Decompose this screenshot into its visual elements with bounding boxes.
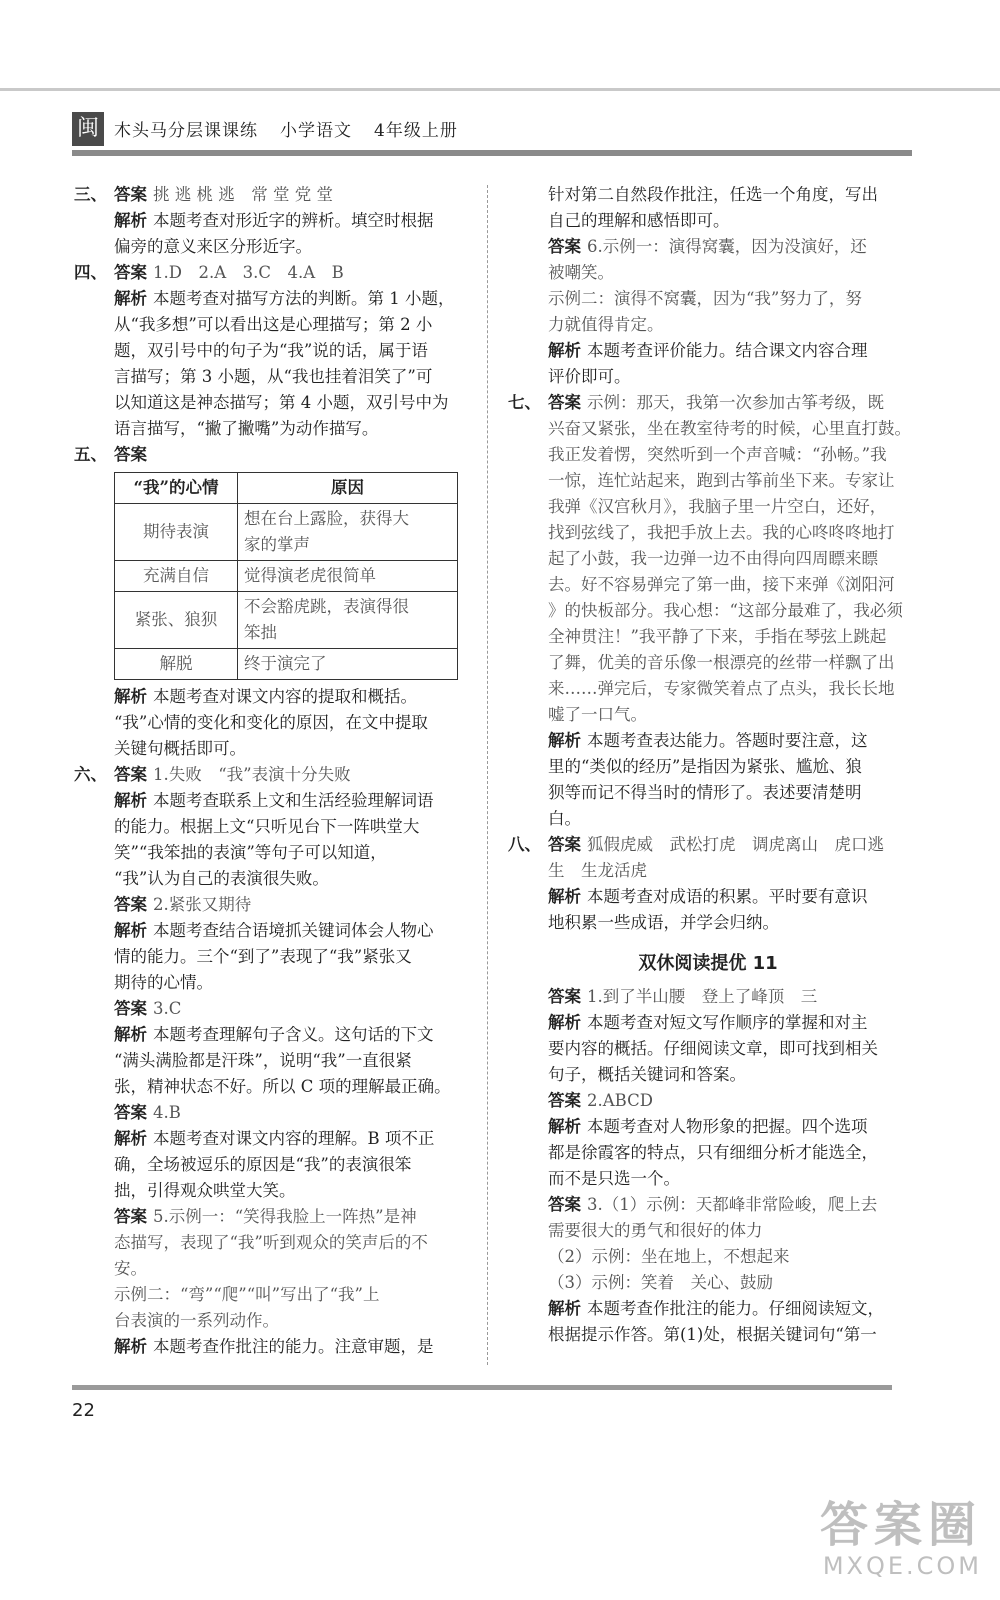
reason-cell [238,592,458,649]
s11-analysis-line: 根据提示作答。第(1)处，根据关键词句“第一 [548,1325,877,1344]
s11-answer [508,1088,908,1114]
q6-analysis-line [74,1022,474,1048]
q6-analysis-line: 笑”“我笨拙的表演”等句子可以知道， [114,843,387,862]
text-line: 家的掌声 [244,535,310,554]
analysis-label: 解析 [548,1299,581,1318]
table-header: 原因 [238,473,458,504]
running-header [72,112,912,156]
s11-analysis-line: 要内容的概括。仔细阅读文章，即可找到相关 [548,1039,878,1058]
analysis-label: 解析 [114,1337,147,1356]
analysis-label: 解析 [548,887,581,906]
q7-answer-line: 兴奋又紧张，坐在教室待考的时候，心里直打鼓。 [548,419,911,438]
answer-text: 狐假虎威 武松打虎 调虎离山 虎口逃 [587,835,884,854]
text-line: 本题考查联系上文和生活经验理解词语 [153,791,434,810]
s11-analysis-line: 都是徐霞客的特点，只有细细分析才能选全， [548,1143,878,1162]
analysis-label: 解析 [114,211,147,230]
q7-answer-line: 我正发着愣，突然听到一个声音喊：“孙畅。”我 [548,445,887,464]
analysis-label: 解析 [114,687,147,706]
q6-6-analysis-line [508,338,908,364]
answer-text: 2.紧张又期待 [153,895,252,914]
answer-text: 6.示例一：演得窝囊，因为没演好，还 [587,237,867,256]
q7-analysis-line: 狈等而记不得当时的情形了。表述要清楚明 [548,783,862,802]
q5-analysis-line: 关键句概括即可。 [114,739,246,758]
q5-analysis-line [74,684,474,710]
analysis-label: 解析 [548,1117,581,1136]
q4-answer [74,260,474,286]
q7-analysis-line: 里的“类似的经历”是指因为紧张、尴尬、狼 [548,757,862,776]
reason-cell [238,561,458,592]
column-divider [487,185,488,1365]
q6-analysis-cont-line: 针对第二自然段作批注，任选一个角度，写出 [548,185,878,204]
mood-cell: 解脱 [115,649,238,680]
s11-answer-line: （3）示例：笑着 关心、鼓励 [548,1273,773,1292]
s11-analysis-line [508,1296,908,1322]
q7-analysis-line: 白。 [548,809,581,828]
q6-analysis-line: 情的能力。三个“到了”表现了“我”紧张又 [114,947,412,966]
answer-label: 答案 [114,263,147,282]
footer-rule [72,1385,892,1390]
q6-6-answer [508,234,908,260]
q6-6-answer-line: 被嘲笑。 [548,263,614,282]
q8-analysis-line [508,884,908,910]
q6-analysis-line: “我”认为自己的表演很失败。 [114,869,329,888]
text-line: 本题考查评价能力。结合课文内容合理 [587,341,868,360]
text-line: 本题考查表达能力。答题时要注意，这 [587,731,868,750]
q7-answer-line: 我弹《汉宫秋月》，我脑子里一片空白，还好， [548,497,887,516]
q7-answer-line: 找到弦线了，我把手放上去。我的心咚咚咚地打 [548,523,895,542]
q8-answer [508,832,908,858]
table-header-row [115,473,458,504]
top-rule [0,88,1000,91]
watermark-url: MXQE.COM [822,1552,982,1580]
answer-text: 5.示例一：“笑得我脸上一阵热”是神 [153,1207,417,1226]
answer-text: 3.C [153,999,182,1018]
q6-answer-line: 态描写，表现了“我”听到观众的笑声后的不 [114,1233,428,1252]
answer-label: 答案 [114,1103,147,1122]
q6-6-analysis-line: 评价即可。 [548,367,631,386]
q6-answer [74,1100,474,1126]
text-line: 本题考查对课文内容的理解。B 项不正 [153,1129,435,1148]
question-number: 六、 [74,765,107,784]
s11-answer [508,1192,908,1218]
section-title: 双休阅读提优 11 [638,953,778,974]
answer-label: 答案 [548,1195,581,1214]
answer-label: 答案 [114,999,147,1018]
q8-answer-line: 生 生龙活虎 [548,861,647,880]
analysis-label: 解析 [548,341,581,360]
q4-analysis-line [74,286,474,312]
q7-answer-line: 》的快板部分。我心想：“这部分最难了，我必须 [548,601,903,620]
q6-answer-line: 示例二：“弯”“爬”“叫”写出了“我”上 [114,1285,380,1304]
text-line: 终于演完了 [244,654,327,673]
q8-analysis-line: 地积累一些成语，并学会归纳。 [548,913,779,932]
answer-label: 答案 [114,185,147,204]
answer-label: 答案 [114,895,147,914]
s11-analysis-line: 而不是只选一个。 [548,1169,680,1188]
text-line: 本题考查对课文内容的提取和概括。 [153,687,417,706]
subject-name: 小学语文 [280,121,352,141]
q7-analysis-line [508,728,908,754]
answer-label: 答案 [114,765,147,784]
text-line: 本题考查理解句子含义。这句话的下文 [153,1025,434,1044]
analysis-label: 解析 [114,921,147,940]
answer-label: 答案 [548,987,581,1006]
analysis-label: 解析 [548,731,581,750]
q7-answer-line: 全神贯注！”我平静了下来，手指在琴弦上跳起 [548,627,887,646]
text-line: 不会豁虎跳，表演得很 [244,597,409,616]
page-number: 22 [72,1400,95,1421]
text-line: 本题考查对形近字的辨析。填空时根据 [153,211,434,230]
s11-answer-line: 需要很大的勇气和很好的体力 [548,1221,763,1240]
q3-answer [74,182,474,208]
table-row [115,504,458,561]
mood-cell: 充满自信 [115,561,238,592]
q6-answer [74,762,474,788]
question-number: 五、 [74,445,107,464]
q6-analysis-line: 的能力。根据上文“只听见台下一阵哄堂大 [114,817,420,836]
q4-analysis-line: 言描写；第 3 小题，从“我也挂着泪笑了”可 [114,367,433,386]
s11-answer [508,984,908,1010]
q5-answer [74,442,474,468]
header-rule [72,150,912,156]
answer-label: 答案 [114,1207,147,1226]
q4-analysis-line: 题，双引号中的句子为“我”说的话，属于语 [114,341,428,360]
analysis-label: 解析 [114,289,147,308]
answer-text: 4.B [153,1103,181,1122]
q6-analysis-cont-line: 自己的理解和感悟即可。 [548,211,730,230]
q6-6-answer-line: 力就值得肯定。 [548,315,664,334]
table-row [115,592,458,649]
text-line: 本题考查作批注的能力。仔细阅读短文， [587,1299,884,1318]
q6-analysis-line: 期待的心情。 [114,973,213,992]
table-row [115,561,458,592]
text-line: 想在台上露脸，获得大 [244,509,409,528]
s11-analysis-line [508,1010,908,1036]
answer-label: 答案 [548,1091,581,1110]
q6-answer-line: 台表演的一系列动作。 [114,1311,279,1330]
s11-answer-line: （2）示例：坐在地上，不想起来 [548,1247,790,1266]
answer-text: 1.到了半山腰 登上了峰顶 三 [587,987,818,1006]
reason-cell [238,649,458,680]
text-line: 本题考查对人物形象的把握。四个选项 [587,1117,868,1136]
answer-text: 挑 逃 桃 逃 常 堂 党 堂 [153,185,333,204]
text-line: 笨拙 [244,623,277,642]
watermark [820,1498,982,1580]
mood-table [114,472,458,680]
q6-analysis-line: 确，全场被逗乐的原因是“我”的表演很笨 [114,1155,412,1174]
analysis-label: 解析 [114,791,147,810]
answer-label: 答案 [548,393,581,412]
question-number: 八、 [508,835,541,854]
answer-text: 3.（1）示例：天都峰非常险峻，爬上去 [587,1195,878,1214]
text-line: 本题考查对短文写作顺序的掌握和对主 [587,1013,868,1032]
q6-analysis-line [74,788,474,814]
answer-label: 答案 [548,835,581,854]
q6-analysis-line: 拙，引得观众哄堂大笑。 [114,1181,296,1200]
table-row [115,649,458,680]
q7-answer-line: 起了小鼓，我一边弹一边不由得向四周瞟来瞟 [548,549,878,568]
q7-answer-line: 来……弹完后，专家微笑着点了点头，我长长地 [548,679,895,698]
q7-answer-line: 去。好不容易弹完了第一曲，接下来弹《浏阳河 [548,575,895,594]
q6-6-answer-line: 示例二：演得不窝囊，因为“我”努力了，努 [548,289,862,308]
q6-analysis-line [74,1334,474,1360]
text-line: 本题考查对描写方法的判断。第 1 小题， [153,289,455,308]
text-line: 觉得演老虎很简单 [244,566,376,585]
answer-text: 示例：那天，我第一次参加古筝考级，既 [587,393,884,412]
answer-label: 答案 [114,445,147,464]
analysis-label: 解析 [548,1013,581,1032]
q6-answer-line: 安。 [114,1259,147,1278]
q4-analysis-line: 从“我多想”可以看出这是心理描写；第 2 小 [114,315,433,334]
mood-cell: 紧张、狼狈 [115,592,238,649]
text-line: 本题考查作批注的能力。注意审题，是 [153,1337,434,1356]
watermark-text: 答案圈 [819,1497,982,1553]
question-number: 三、 [74,185,107,204]
s11-analysis-line: 句子，概括关键词和答案。 [548,1065,746,1084]
answer-text: 1.失败 “我”表演十分失败 [153,765,351,784]
q7-answer-line: 嘘了一口气。 [548,705,647,724]
answer-text: 1.D 2.A 3.C 4.A B [153,263,344,282]
q4-analysis-line: 以知道这是神态描写；第 4 小题，双引号中为 [114,393,449,412]
mood-cell: 期待表演 [115,504,238,561]
q6-analysis-line [74,1126,474,1152]
table-header: “我”的心情 [115,473,238,504]
q7-answer [508,390,908,416]
analysis-label: 解析 [114,1129,147,1148]
q3-analysis-line [74,208,474,234]
q6-answer [74,996,474,1022]
q7-answer-line: 了舞，优美的音乐像一根漂亮的丝带一样飘了出 [548,653,895,672]
text-line: 本题考查结合语境抓关键词体会人物心 [153,921,434,940]
q3-analysis-line: 偏旁的意义来区分形近字。 [114,237,312,256]
series-name: 木头马分层课课练 [114,121,258,141]
s11-analysis-line [508,1114,908,1140]
answer-text: 2.ABCD [587,1091,653,1110]
q6-answer [74,1204,474,1230]
grade-name: 4年级上册 [374,121,458,141]
q7-answer-line: 一惊，连忙站起来，跑到古筝前坐下来。专家让 [548,471,895,490]
answer-label: 答案 [548,237,581,256]
q6-analysis-line: “满头满脸都是汗珠”，说明“我”一直很紧 [114,1051,412,1070]
analysis-label: 解析 [114,1025,147,1044]
reason-cell [238,504,458,561]
text-line: 本题考查对成语的积累。平时要有意识 [587,887,868,906]
book-title [114,116,480,141]
q4-analysis-line: 语言描写，“撇了撇嘴”为动作描写。 [114,419,379,438]
q6-analysis-line: 张，精神状态不好。所以 C 项的理解最正确。 [114,1077,451,1096]
left-column [74,182,474,1360]
q5-analysis-line: “我”心情的变化和变化的原因，在文中提取 [114,713,428,732]
publisher-logo: 闽 [72,112,104,146]
question-number: 四、 [74,263,107,282]
q6-analysis-line [74,918,474,944]
right-column [508,182,911,1348]
question-number: 七、 [508,393,541,412]
q6-answer [74,892,474,918]
